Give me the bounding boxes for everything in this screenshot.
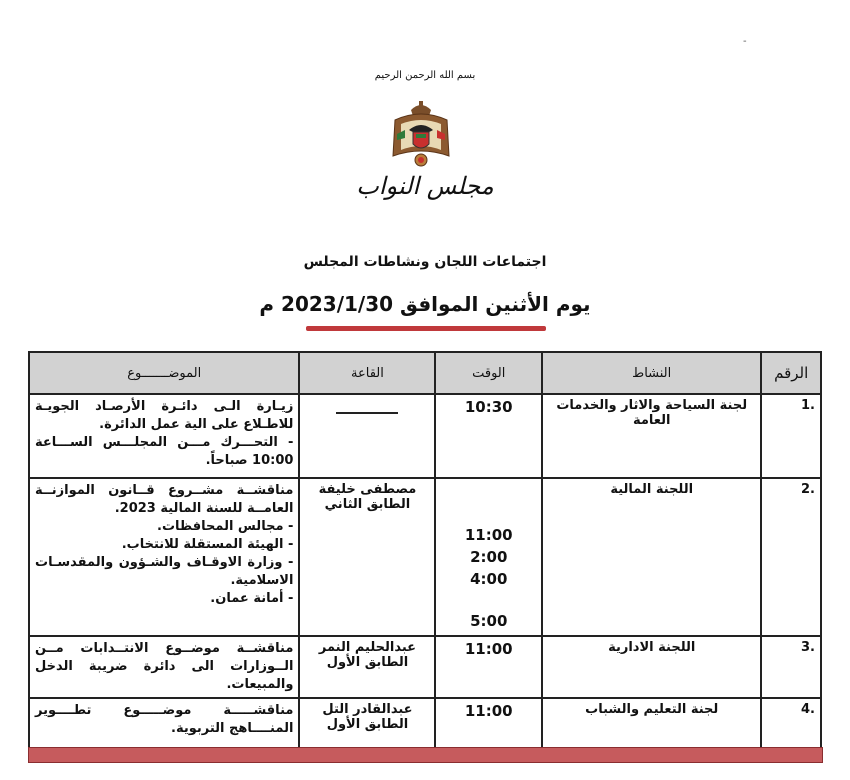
row-subject (29, 478, 299, 636)
schedule-table (28, 351, 822, 749)
hall-name: عبدالحليم النمر (318, 640, 417, 655)
row-time (435, 478, 542, 636)
subject-item: - مجالس المحافظات. (157, 518, 294, 534)
time-slot: 5:00 (470, 612, 508, 630)
row-num: .2 (761, 478, 821, 636)
row-num: .1 (761, 394, 821, 478)
date-heading (0, 292, 850, 316)
hall-name: عبدالقادر التل (322, 701, 413, 717)
corner-mark: - (743, 36, 747, 47)
time-slot: 4:00 (470, 570, 508, 588)
subject-item: - وزارة الاوقـاف والشـؤون والمقدسـات الاسلامية. (35, 554, 294, 588)
basmala: بسم الله الرحمن الرحيم (374, 70, 476, 81)
row-activity: لجنة التعليم والشباب (542, 698, 761, 748)
subject-item: - أمانة عمان. (210, 590, 294, 606)
row-time: 11:00 (435, 698, 542, 748)
row-time: 10:30 (435, 394, 542, 478)
row-num: .4 (761, 698, 821, 748)
table-row (29, 636, 821, 698)
row-subject: مناقشــة موضــوع الانتــدابات مــن الــوزارات الى دائرة ضريبة الدخل والمبيعات. (29, 636, 299, 698)
hall-floor: الطابق الأول (326, 655, 409, 670)
hall-floor: الطابق الثاني (324, 497, 411, 512)
subject-line: زيـارة الـى دائـرة الأرصـاد الجويـة للاطـلاع على الية عمل الدائرة. (35, 399, 294, 432)
row-hall (299, 478, 435, 636)
row-activity: لجنة السياحة والاثار والخدمات العامة (542, 394, 761, 478)
subject-line: - التحـــرك مـــن المجلـــس الســـاعة 10:00 صباحاً. (35, 434, 294, 468)
header-num: الرقم (761, 352, 821, 394)
time-slot: 2:00 (470, 548, 508, 566)
row-hall (299, 698, 435, 748)
table-row (29, 394, 821, 478)
header-hall: القاعة (299, 352, 435, 394)
row-subject (29, 394, 299, 478)
header-subject: الموضـــــــوع (29, 352, 299, 394)
footer-bar (28, 747, 823, 763)
row-hall (299, 394, 435, 478)
header-time: الوقت (435, 352, 542, 394)
row-num: .3 (761, 636, 821, 698)
time-slot: 11:00 (464, 526, 513, 544)
hall-name: مصطفى خليفة (318, 482, 417, 497)
table-row (29, 478, 821, 636)
header-activity: النشاط (542, 352, 761, 394)
blank-hall-line (336, 412, 398, 414)
table-row (29, 698, 821, 748)
date-text: يوم الأثنين الموافق 2023/1/30 م (259, 292, 591, 316)
subject-item: - الهيئة المستقلة للانتخاب. (121, 536, 294, 552)
row-activity: اللجنة الادارية (542, 636, 761, 698)
subject-intro: مناقشــة مشــروع قــانون الموازنــة العامــة للسنة المالية 2023. (35, 483, 294, 516)
row-activity: اللجنة المالية (542, 478, 761, 636)
table-header-row (29, 352, 821, 394)
page-title: اجتماعات اللجان ونشاطات المجلس (303, 254, 547, 270)
row-subject: مناقشـــــة موضـــــوع تطــــوير المنــــاهج التربوية. (29, 698, 299, 748)
date-underline (306, 326, 546, 331)
council-logo: مجلس النواب (356, 172, 494, 200)
row-time: 11:00 (435, 636, 542, 698)
row-hall (299, 636, 435, 698)
royal-emblem-icon (383, 100, 459, 170)
hall-floor: الطابق الأول (326, 716, 409, 732)
